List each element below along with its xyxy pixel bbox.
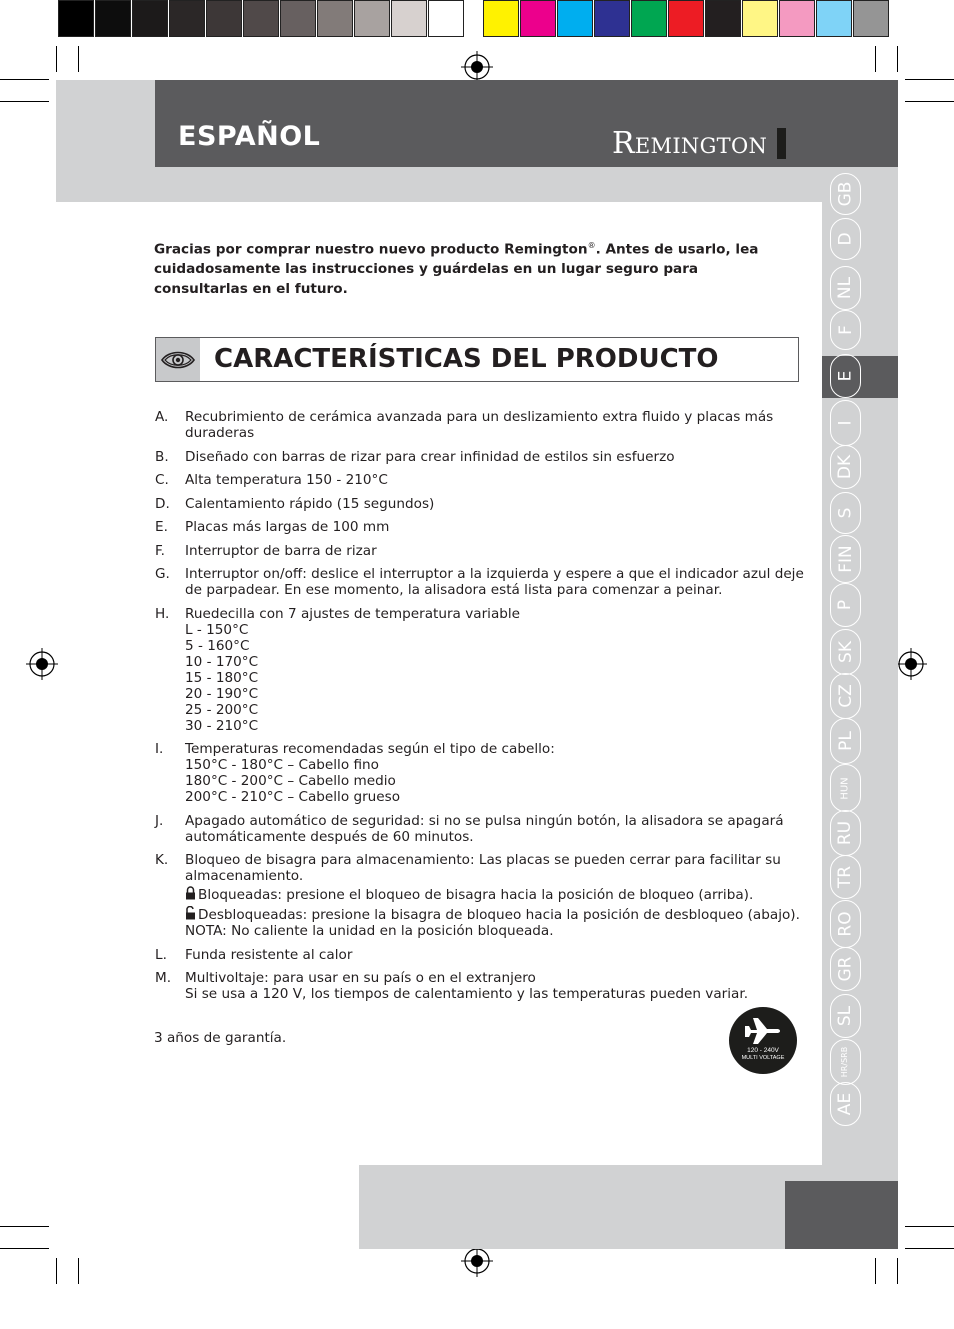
crop-mark: [897, 1258, 898, 1284]
feature-item: [155, 947, 805, 963]
airplane-icon: [743, 1014, 783, 1046]
crop-mark: [875, 46, 876, 72]
language-tab-label: HUN: [839, 776, 851, 800]
unlocked-instruction: Desbloqueadas: presione la bisagra de bloqueo hacia la posición de desbloqueo (abajo).: [185, 906, 805, 923]
feature-line: Recubrimiento de cerámica avanzada para un deslizamiento extra fluido y placas más duraderas: [185, 409, 774, 441]
feature-line: 150°C - 180°C – Cabello fino: [185, 757, 379, 773]
language-tab-hr-srb[interactable]: [830, 1039, 861, 1085]
feature-letter: L.: [155, 946, 167, 963]
feature-text: [185, 813, 805, 845]
feature-line: Si se usa a 120 V, los tiempos de calentamiento y las temperaturas pueden variar.: [185, 986, 749, 1002]
gray-swatch: [243, 0, 279, 37]
language-tab-ae[interactable]: [830, 1082, 861, 1126]
language-tab-label: F: [835, 325, 856, 335]
color-swatch: [594, 0, 630, 37]
feature-line: 5 - 160°C: [185, 637, 250, 654]
gray-swatch: [428, 0, 464, 37]
feature-text: [185, 519, 805, 535]
crop-mark: [56, 46, 57, 72]
language-tab-label: AE: [835, 1092, 856, 1116]
language-tab-fin[interactable]: [830, 535, 861, 583]
feature-letter: C.: [155, 472, 169, 488]
feature-line: Bloqueo de bisagra para almacenamiento: Las placas se pueden cerrar para facilitar su almacenamiento.: [185, 852, 781, 884]
feature-letter: E.: [155, 519, 168, 535]
feature-list: [155, 409, 805, 1010]
feature-text: [185, 449, 805, 465]
language-tab-gb[interactable]: [830, 173, 861, 215]
feature-note: NOTA: No caliente la unidad en la posición bloqueada.: [185, 923, 554, 939]
feature-text: [185, 947, 805, 963]
feature-text: [185, 409, 805, 441]
feature-line: 180°C - 200°C – Cabello medio: [185, 773, 396, 789]
language-tab-label: DK: [835, 454, 856, 480]
feature-letter: H.: [155, 605, 170, 622]
page-number-block: [785, 1181, 898, 1249]
feature-text: [185, 741, 805, 805]
multi-voltage-badge: [729, 1007, 797, 1074]
feature-item: [155, 449, 805, 465]
language-tab-hun[interactable]: [830, 764, 861, 812]
brand-wordmark: REMINGTON: [612, 126, 768, 161]
unlocked-padlock-icon: [185, 906, 196, 920]
color-swatch: [631, 0, 667, 37]
color-swatch: [520, 0, 556, 37]
language-tab-s[interactable]: [830, 492, 861, 534]
language-tab-label: RU: [835, 820, 856, 846]
section-title: CARACTERÍSTICAS DEL PRODUCTO: [214, 344, 719, 374]
locked-instruction: Bloqueadas: presione el bloqueo de bisagra hacia la posición de bloqueo (arriba).: [185, 886, 805, 903]
feature-line: Apagado automático de seguridad: si no se pulsa ningún botón, la alisadora se apagará automáticamente después de 60 minutos.: [185, 812, 784, 845]
language-tab-dk[interactable]: [830, 445, 861, 489]
language-tab-ru[interactable]: [830, 810, 861, 856]
crop-mark: [905, 79, 954, 80]
language-tab-d[interactable]: [830, 218, 861, 260]
language-tab-ro[interactable]: [830, 900, 861, 948]
crop-mark: [897, 46, 898, 72]
feature-item: [155, 519, 805, 535]
feature-line: Temperaturas recomendadas según el tipo de cabello:: [185, 741, 555, 757]
crop-mark: [78, 46, 79, 72]
language-tab-label: GR: [835, 956, 856, 982]
feature-line: Alta temperatura 150 - 210°C: [185, 472, 388, 488]
crop-mark: [905, 1248, 954, 1249]
color-swatch: [853, 0, 889, 37]
color-swatch: [668, 0, 704, 37]
voltage-range: 120 - 240V: [747, 1047, 779, 1054]
language-tab-gr[interactable]: [830, 947, 861, 991]
color-calibration-bar: [483, 0, 890, 39]
language-tab-label: E: [835, 370, 856, 382]
feature-item: [155, 813, 805, 845]
feature-item: [155, 472, 805, 488]
crop-mark: [78, 1258, 79, 1284]
feature-letter: M.: [155, 970, 172, 986]
language-tab-f[interactable]: [830, 310, 861, 350]
feature-item: [155, 409, 805, 441]
language-tab-label: NL: [835, 276, 856, 300]
feature-letter: I.: [155, 741, 164, 757]
feature-line: 20 - 190°C: [185, 685, 259, 702]
feature-item: [155, 543, 805, 559]
color-swatch: [483, 0, 519, 37]
language-tab-e[interactable]: [830, 354, 861, 398]
language-tab-sk[interactable]: [830, 629, 861, 675]
language-tab-label: SL: [835, 1005, 856, 1027]
feature-line: Calentamiento rápido (15 segundos): [185, 495, 435, 512]
language-tab-sl[interactable]: [830, 994, 861, 1038]
brand-bar: [777, 128, 786, 159]
color-swatch: [557, 0, 593, 37]
language-tab-label: S: [835, 507, 856, 519]
crop-mark: [56, 1258, 57, 1284]
eye-icon-box: [156, 338, 200, 381]
language-tab-label: RO: [835, 911, 856, 937]
color-swatch: [742, 0, 778, 37]
feature-text: [185, 852, 805, 939]
color-swatch: [779, 0, 815, 37]
language-tab-pl[interactable]: [830, 718, 861, 764]
feature-letter: D.: [155, 495, 170, 512]
feature-line: Diseñado con barras de rizar para crear infinidad de estilos sin esfuerzo: [185, 448, 675, 465]
eye-icon: [161, 349, 195, 371]
feature-line: Funda resistente al calor: [185, 946, 353, 963]
gray-swatch: [206, 0, 242, 37]
crop-mark: [0, 79, 49, 80]
language-tab-label: FIN: [835, 545, 856, 573]
locked-padlock-icon: [185, 886, 196, 900]
crop-mark: [0, 101, 49, 102]
feature-text: [185, 970, 805, 1002]
feature-line: 15 - 180°C: [185, 669, 259, 686]
gray-swatch: [354, 0, 390, 37]
feature-item: [155, 606, 805, 734]
feature-text: [185, 606, 805, 734]
gray-swatch: [317, 0, 353, 37]
voltage-caption: MULTI VOLTAGE: [741, 1055, 785, 1061]
feature-line: 30 - 210°C: [185, 717, 259, 734]
feature-item: [155, 970, 805, 1002]
grayscale-calibration-bar: [58, 0, 465, 39]
feature-text: [185, 566, 805, 598]
registration-mark-icon: [894, 647, 928, 681]
feature-text: [185, 496, 805, 512]
crop-mark: [905, 1226, 954, 1227]
feature-item: [155, 566, 805, 598]
feature-item: [155, 741, 805, 805]
crop-mark: [875, 1258, 876, 1284]
feature-letter: B.: [155, 448, 169, 465]
language-tab-tr[interactable]: [830, 855, 861, 899]
language-tab-label: PL: [835, 731, 856, 751]
language-tab-i[interactable]: [830, 400, 861, 446]
feature-line: Multivoltaje: para usar en su país o en el extranjero: [185, 970, 536, 986]
crop-mark: [0, 1226, 49, 1227]
registration-mark-icon: [25, 647, 59, 681]
gray-swatch: [95, 0, 131, 37]
language-tab-label: CZ: [835, 684, 856, 708]
feature-line: Interruptor on/off: deslice el interruptor a la izquierda y espere a que el indicador azul deje de parpadear. En ese momento, la alisadora está lista para comenzar a peinar.: [185, 566, 804, 598]
language-tab-label: I: [835, 420, 856, 426]
crop-mark: [0, 1248, 49, 1249]
language-tab-nl[interactable]: [830, 266, 861, 310]
feature-line: Interruptor de barra de rizar: [185, 542, 377, 559]
language-tab-label: P: [835, 599, 856, 611]
feature-line: 10 - 170°C: [185, 653, 259, 670]
color-swatch: [705, 0, 741, 37]
crop-mark: [905, 101, 954, 102]
section-header: [155, 337, 799, 382]
language-tab-label: GB: [835, 181, 856, 207]
feature-letter: K.: [155, 852, 169, 868]
gray-swatch: [132, 0, 168, 37]
language-tab-p[interactable]: [830, 583, 861, 627]
gray-swatch: [391, 0, 427, 37]
registration-mark-icon: [460, 1244, 494, 1278]
color-swatch: [816, 0, 852, 37]
language-tab-cz[interactable]: [830, 673, 861, 719]
page-title: ESPAÑOL: [178, 121, 321, 152]
brand-logo: [612, 127, 786, 160]
feature-letter: A.: [155, 409, 169, 425]
feature-letter: G.: [155, 566, 170, 582]
feature-letter: J.: [155, 812, 164, 829]
warranty-text: 3 años de garantía.: [154, 1030, 287, 1046]
feature-line: 200°C - 210°C – Cabello grueso: [185, 789, 401, 805]
feature-line: Ruedecilla con 7 ajustes de temperatura variable: [185, 605, 521, 622]
gray-swatch: [58, 0, 94, 37]
feature-text: [185, 543, 805, 559]
gray-swatch: [280, 0, 316, 37]
language-tab-label: SK: [835, 641, 856, 663]
language-tab-label: D: [835, 232, 856, 246]
feature-item: [155, 496, 805, 512]
feature-line: L - 150°C: [185, 621, 249, 638]
feature-letter: F.: [155, 542, 165, 559]
language-tab-label: HR/SRB: [840, 1046, 850, 1078]
language-tab-label: TR: [835, 865, 856, 889]
intro-paragraph: Gracias por comprar nuestro nuevo producto Remington®. Antes de usarlo, lea cuidadosamente las instrucciones y guárdelas en un lugar seguro para consultarlas en el futuro.: [154, 241, 759, 297]
feature-text: [185, 472, 805, 488]
gray-swatch: [169, 0, 205, 37]
feature-line: Placas más largas de 100 mm: [185, 519, 390, 535]
feature-item: [155, 852, 805, 939]
feature-line: 25 - 200°C: [185, 701, 259, 718]
registration-mark-icon: [460, 50, 494, 84]
